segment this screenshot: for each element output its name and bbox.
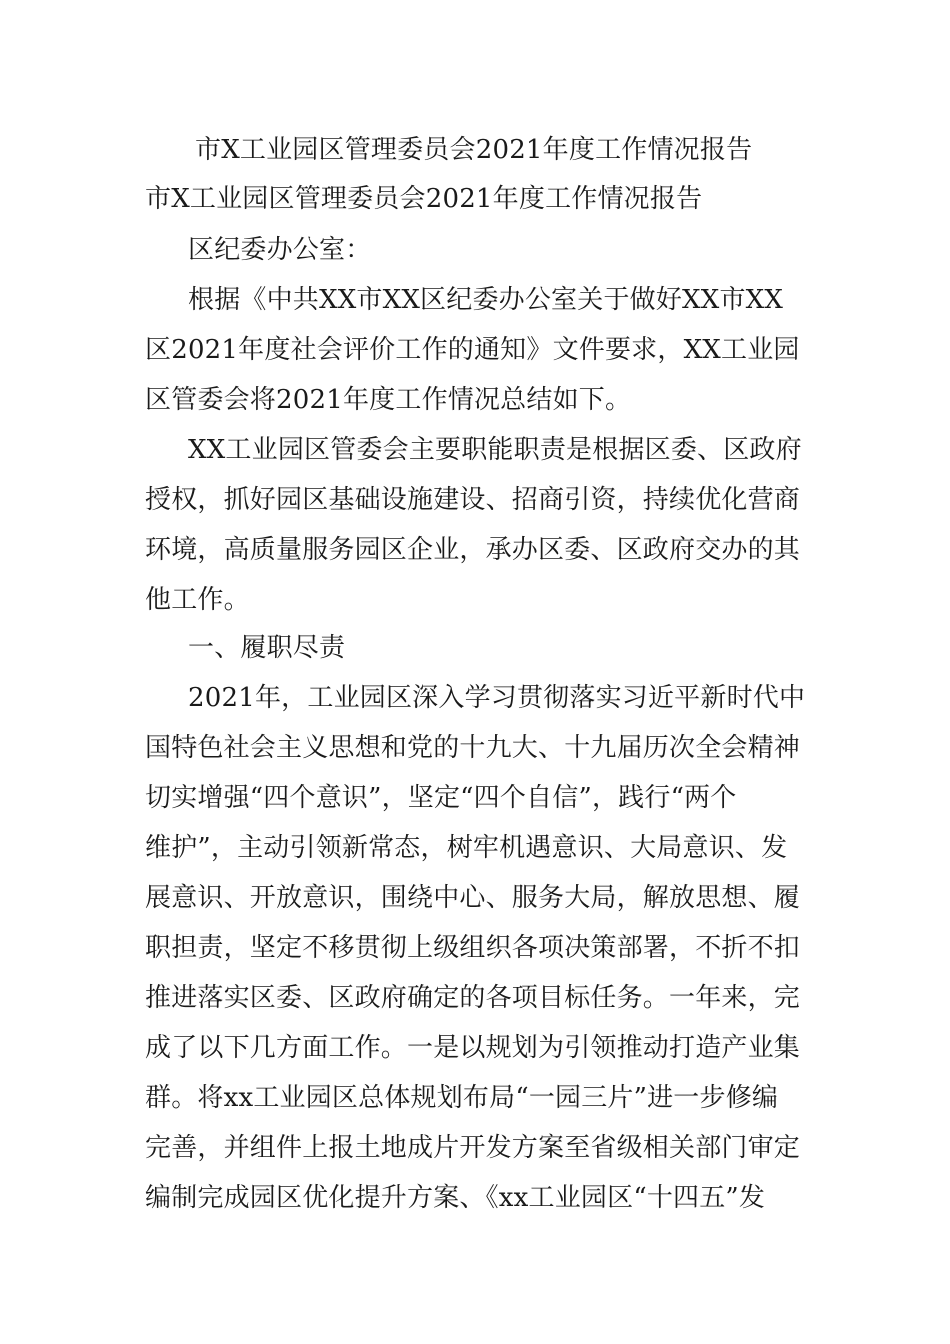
paragraph-3-line: 2021年，工业园区深入学习贯彻落实习近平新时代中	[188, 683, 806, 713]
document-title-repeat: 市X工业园区管理委员会2021年度工作情况报告	[145, 184, 703, 214]
paragraph-2-line: 环境，高质量服务园区企业，承办区委、区政府交办的其	[145, 535, 801, 565]
paragraph-3-line: 展意识、开放意识，围绕中心、服务大局，解放思想、履	[145, 883, 801, 913]
paragraph-3-line: 编制完成园区优化提升方案、《xx工业园区“十四五”发	[145, 1183, 766, 1213]
paragraph-2-line: 他工作。	[145, 585, 250, 615]
paragraph-2-line: 授权，抓好园区基础设施建设、招商引资，持续优化营商	[145, 485, 801, 515]
paragraph-3-line: 推进落实区委、区政府确定的各项目标任务。一年来，完	[145, 983, 801, 1013]
salutation: 区纪委办公室：	[188, 235, 372, 265]
paragraph-1-line: 根据《中共XX市XX区纪委办公室关于做好XX市XX	[188, 285, 784, 315]
document-title: 市X工业园区管理委员会2021年度工作情况报告	[195, 135, 753, 165]
paragraph-3-line: 切实增强“四个意识”，坚定“四个自信”，践行“两个	[145, 783, 737, 813]
paragraph-3-line: 完善，并组件上报土地成片开发方案至省级相关部门审定	[145, 1133, 801, 1163]
paragraph-1-line: 区2021年度社会评价工作的通知》文件要求，XX工业园	[145, 335, 800, 365]
paragraph-3-line: 维护”，主动引领新常态，树牢机遇意识、大局意识、发	[145, 833, 788, 863]
section-heading: 一、履职尽责	[188, 633, 346, 663]
paragraph-3-line: 成了以下几方面工作。一是以规划为引领推动打造产业集	[145, 1033, 801, 1063]
paragraph-3-line: 国特色社会主义思想和党的十九大、十九届历次全会精神	[145, 733, 801, 763]
paragraph-3-line: 职担责，坚定不移贯彻上级组织各项决策部署，不折不扣	[145, 933, 801, 963]
paragraph-3-line: 群。将xx工业园区总体规划布局“一园三片”进一步修编	[145, 1083, 779, 1113]
paragraph-1-line: 区管委会将2021年度工作情况总结如下。	[145, 385, 632, 415]
paragraph-2-line: XX工业园区管委会主要职能职责是根据区委、区政府	[188, 435, 802, 465]
